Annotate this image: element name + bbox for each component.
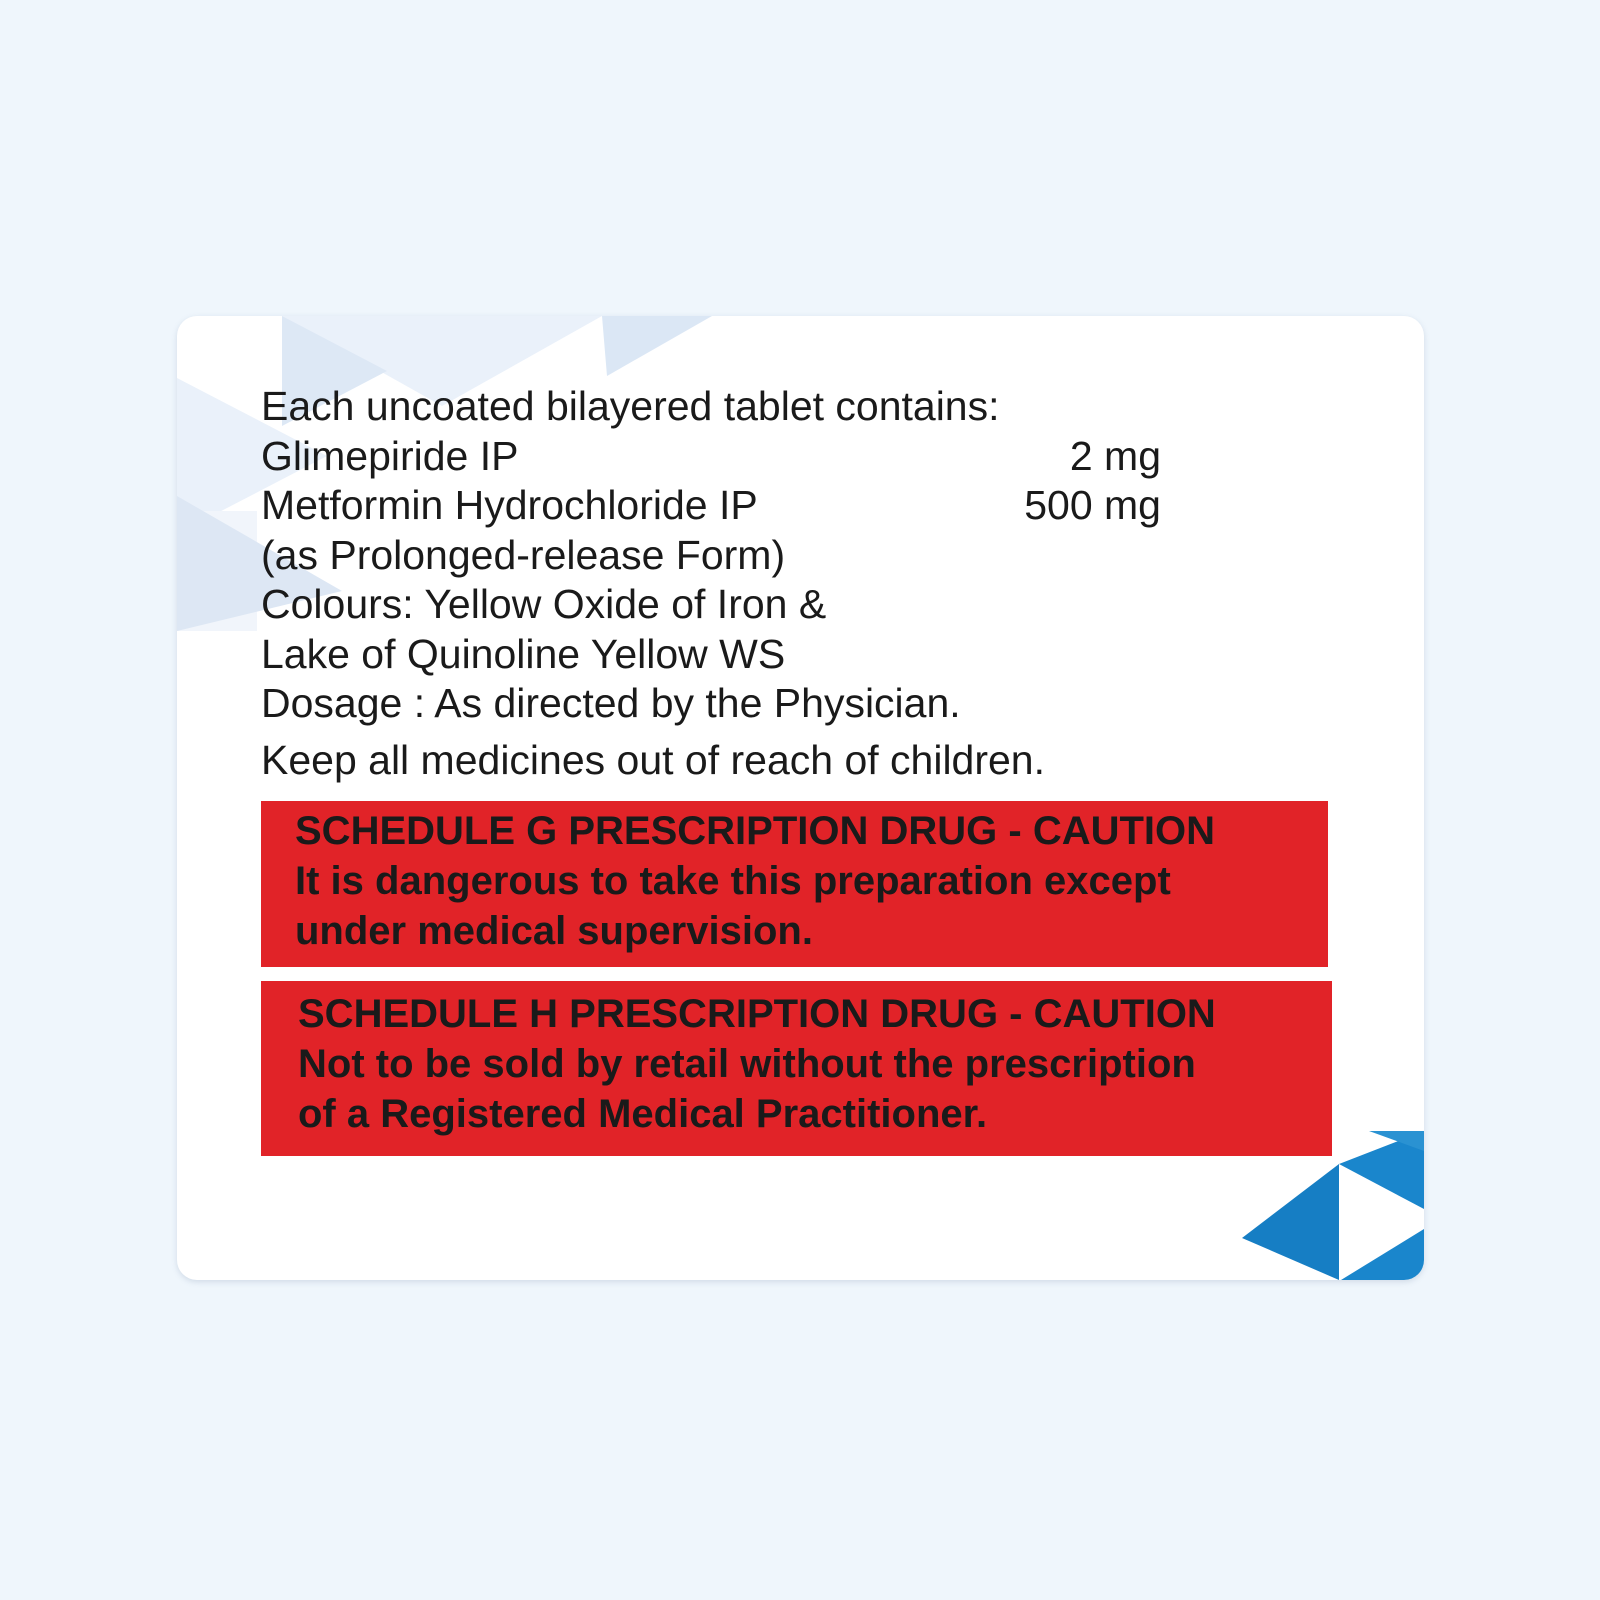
schedule-h-text: of a Registered Medical Practitioner. bbox=[298, 1092, 988, 1136]
pale-triangle-top-right bbox=[602, 316, 712, 376]
schedule-h-title: SCHEDULE H PRESCRIPTION DRUG - CAUTION bbox=[298, 992, 1216, 1036]
ingredient-row bbox=[261, 432, 1161, 482]
label-card bbox=[177, 316, 1424, 1280]
form-note: (as Prolonged-release Form) bbox=[261, 531, 786, 578]
keep-away-warning: Keep all medicines out of reach of children. bbox=[261, 736, 1046, 783]
blue-triangle-bottom bbox=[1341, 1229, 1424, 1280]
composition-heading: Each uncoated bilayered tablet contains: bbox=[261, 383, 1000, 429]
schedule-g-text: under medical supervision. bbox=[295, 909, 813, 953]
ingredient-amount: 2 mg bbox=[1069, 432, 1161, 479]
schedule-g-title: SCHEDULE G PRESCRIPTION DRUG - CAUTION bbox=[295, 809, 1216, 853]
ingredient-name: Metformin Hydrochloride IP bbox=[261, 482, 758, 528]
colours-line: Colours: Yellow Oxide of Iron & bbox=[261, 581, 827, 627]
schedule-g-text: It is dangerous to take this preparation except bbox=[295, 859, 1171, 903]
composition-block bbox=[261, 382, 1341, 785]
blue-triangle-left bbox=[1242, 1164, 1339, 1280]
schedule-h-text: Not to be sold by retail without the prescription bbox=[298, 1042, 1196, 1086]
ingredient-name: Glimepiride IP bbox=[261, 432, 519, 479]
schedule-g-caution-box bbox=[261, 801, 1328, 967]
dosage-text: Dosage : As directed by the Physician. bbox=[261, 680, 961, 726]
schedule-h-caution-box bbox=[261, 981, 1332, 1156]
ingredient-amount: 500 mg bbox=[1024, 482, 1161, 528]
ingredient-row bbox=[261, 481, 1161, 531]
colours-line: Lake of Quinoline Yellow WS bbox=[261, 630, 786, 677]
